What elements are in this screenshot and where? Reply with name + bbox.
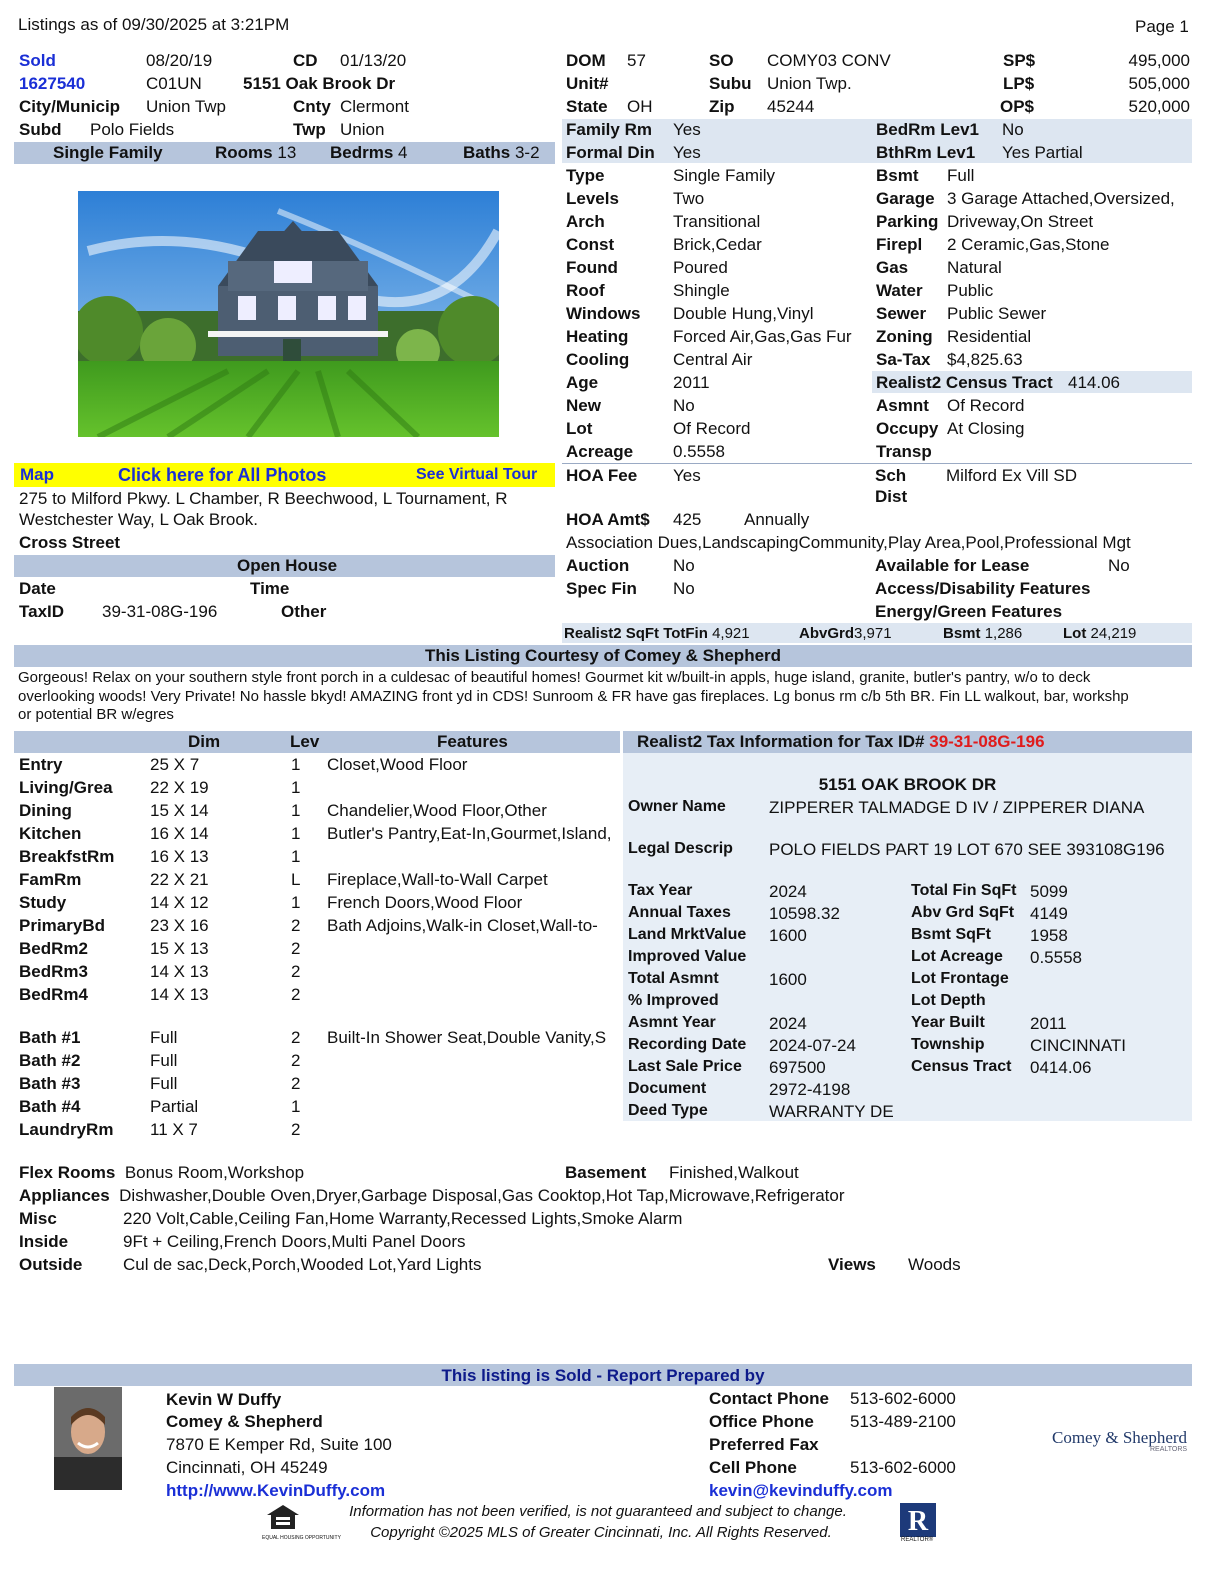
room-level: 2	[291, 962, 301, 981]
tax-label: Year Built	[911, 1014, 985, 1031]
bath-dim: Full	[150, 1074, 178, 1093]
room-dim: 25 X 7	[150, 755, 200, 774]
room-dim: 15 X 14	[150, 801, 209, 820]
detail-value: Transitional	[673, 212, 761, 231]
tax-value: 0.5558	[1030, 948, 1082, 967]
room-level: 1	[291, 801, 301, 820]
baths-value: 3-2	[514, 143, 540, 162]
bsmt-sqft-value: 1,286	[984, 625, 1023, 642]
rooms-dim-header: Dim	[188, 732, 221, 751]
contact-label: Contact Phone	[709, 1389, 829, 1408]
room-features: Chandelier,Wood Floor,Other	[327, 801, 547, 820]
cross-street-label: Cross Street	[19, 533, 121, 552]
detail-label: Sewer	[876, 304, 927, 323]
detail-label: Gas	[876, 258, 909, 277]
tax-value: 697500	[769, 1058, 826, 1077]
detail-value: No	[1002, 120, 1024, 139]
bath-level: 2	[291, 1051, 301, 1070]
realtor-icon	[900, 1503, 936, 1537]
detail-label: Water	[876, 281, 923, 300]
open-house-time-label: Time	[250, 579, 290, 598]
directions-line-1: 275 to Milford Pkwy. L Chamber, R Beechwood, L Tournament, R	[19, 489, 508, 508]
room-name: Entry	[19, 755, 63, 774]
detail-value: No	[673, 396, 695, 415]
detail-value: Public	[947, 281, 994, 300]
subu-value: Union Twp.	[767, 74, 852, 93]
detail-value: Brick,Cedar	[673, 235, 762, 254]
dom-value: 57	[627, 51, 646, 70]
room-dim: 23 X 16	[150, 916, 209, 935]
zip-value: 45244	[767, 97, 815, 116]
tax-label: Annual Taxes	[628, 904, 731, 921]
detail-label: Garage	[876, 189, 935, 208]
totfin-label: Realist2 SqFt TotFin	[564, 625, 708, 642]
city-label: City/Municip	[19, 97, 121, 116]
room-level: 1	[291, 778, 301, 797]
tax-value: 2011	[1030, 1014, 1067, 1033]
detail-label: Family Rm	[566, 120, 652, 139]
tax-value: CINCINNATI	[1030, 1036, 1127, 1055]
school-district: Milford Ex Vill SD	[946, 466, 1077, 485]
bedrms-label: Bedrms	[330, 143, 394, 162]
tax-label: Township	[911, 1036, 985, 1053]
tax-address: 5151 OAK BROOK DR	[818, 775, 997, 794]
misc-label: Misc	[19, 1209, 57, 1228]
listing-code: C01UN	[146, 74, 202, 93]
bath-level: 2	[291, 1028, 301, 1047]
room-dim: 14 X 13	[150, 962, 209, 981]
detail-value: Of Record	[947, 396, 1025, 415]
detail-value: Residential	[947, 327, 1032, 346]
views-value: Woods	[908, 1255, 961, 1274]
inside-label: Inside	[19, 1232, 69, 1251]
detail-value: At Closing	[947, 419, 1025, 438]
room-features: Butler's Pantry,Eat-In,Gourmet,Island,	[327, 824, 612, 843]
op-value: 520,000	[1128, 97, 1190, 116]
address: 5151 Oak Brook Dr	[243, 74, 396, 93]
owner-value: ZIPPERER TALMADGE D IV / ZIPPERER DIANA	[769, 798, 1145, 817]
detail-value: 3 Garage Attached,Oversized,	[947, 189, 1175, 208]
hoa-fee-value: Yes	[673, 466, 701, 485]
summary-type: Single Family	[53, 143, 163, 162]
detail-label: Heating	[566, 327, 629, 346]
room-name: BreakfstRm	[19, 847, 115, 866]
tax-label: Total Asmnt	[628, 970, 719, 987]
tax-label: Lot Depth	[911, 992, 986, 1009]
detail-value: Yes	[673, 143, 701, 162]
contact-value: 513-602-6000	[850, 1458, 956, 1477]
room-dim: 16 X 13	[150, 847, 209, 866]
room-features: Closet,Wood Floor	[327, 755, 468, 774]
detail-label: Sa-Tax	[876, 350, 931, 369]
lp-value: 505,000	[1128, 74, 1190, 93]
tax-value: 2024	[769, 882, 807, 901]
open-house-date-label: Date	[19, 579, 56, 598]
sp-value: 495,000	[1128, 51, 1190, 70]
bath-name: Bath #3	[19, 1074, 81, 1093]
page-number: Page 1	[1135, 17, 1189, 36]
county-value: Clermont	[340, 97, 409, 116]
hoa-amt-value: 425	[673, 510, 702, 529]
room-level: 1	[291, 893, 301, 912]
unit-label: Unit#	[566, 74, 609, 93]
tax-value: 0414.06	[1030, 1058, 1092, 1077]
owner-label: Owner Name	[628, 798, 726, 815]
hoa-divider	[562, 463, 1192, 464]
detail-label: Levels	[566, 189, 619, 208]
detail-value: Shingle	[673, 281, 730, 300]
detail-label: Found	[566, 258, 618, 277]
detail-value: Two	[673, 189, 705, 208]
tax-label: Abv Grd SqFt	[911, 904, 1015, 921]
tax-label: Total Fin SqFt	[911, 882, 1017, 899]
cd-label: CD	[293, 51, 318, 70]
disclaimer-1: Information has not been verified, is not guaranteed and subject to change.	[349, 1503, 847, 1520]
bath-dim: Full	[150, 1051, 178, 1070]
detail-label: BthRm Lev1	[876, 143, 976, 162]
open-house-title: Open House	[237, 556, 338, 575]
detail-value: Natural	[947, 258, 1002, 277]
zip-label: Zip	[709, 97, 735, 116]
sch-label: Sch	[875, 466, 907, 485]
agent-email[interactable]: kevin@kevinduffy.com	[709, 1481, 893, 1500]
tax-value: 1600	[769, 926, 807, 945]
rooms-features-header: Features	[437, 732, 508, 751]
subd-value: Polo Fields	[90, 120, 175, 139]
state-label: State	[566, 97, 608, 116]
tax-label: Tax Year	[628, 882, 693, 899]
bath-name: Bath #2	[19, 1051, 81, 1070]
bath-level: 1	[291, 1097, 301, 1116]
cd-value: 01/13/20	[340, 51, 407, 70]
room-name: Living/Grea	[19, 778, 113, 797]
flex-rooms-label: Flex Rooms	[19, 1163, 116, 1182]
room-level: 1	[291, 847, 301, 866]
bsmt-sqft-label: Bsmt	[943, 625, 981, 642]
room-name: BedRm3	[19, 962, 88, 981]
mls-number[interactable]: 1627540	[19, 74, 86, 93]
contact-label: Cell Phone	[709, 1458, 797, 1477]
company-logo: Comey & Shepherd	[1052, 1428, 1188, 1447]
detail-label: Type	[566, 166, 605, 185]
state-value: OH	[627, 97, 653, 116]
detail-label: Parking	[876, 212, 939, 231]
bath-name: LaundryRm	[19, 1120, 114, 1139]
detail-value: 2 Ceramic,Gas,Stone	[947, 235, 1110, 254]
contact-label: Office Phone	[709, 1412, 814, 1431]
room-level: 1	[291, 824, 301, 843]
tax-label: Improved Value	[628, 948, 747, 965]
detail-label: Arch	[566, 212, 605, 231]
detail-label: Roof	[566, 281, 605, 300]
room-dim: 15 X 13	[150, 939, 209, 958]
svg-text:R: R	[907, 1506, 929, 1537]
county-label: Cnty	[293, 97, 331, 116]
rooms-label: Rooms	[215, 143, 273, 162]
abvgrd-value: 3,971	[854, 625, 892, 642]
hoa-frequency: Annually	[744, 510, 810, 529]
room-features: Bath Adjoins,Walk-in Closet,Wall-to-	[327, 916, 598, 935]
sp-label: SP$	[1003, 51, 1036, 70]
energy-label: Energy/Green Features	[875, 602, 1063, 621]
inside-value: 9Ft + Ceiling,French Doors,Multi Panel Doors	[123, 1232, 466, 1251]
legal-label: Legal Descrip	[628, 840, 733, 857]
map-link[interactable]: Map	[20, 465, 54, 484]
tax-id: 39-31-08G-196	[929, 732, 1045, 751]
status-date: 08/20/19	[146, 51, 213, 70]
auction-value: No	[673, 556, 695, 575]
detail-value: Yes	[673, 120, 701, 139]
bath-name: Bath #1	[19, 1028, 81, 1047]
legal-value: POLO FIELDS PART 19 LOT 670 SEE 393108G196	[769, 840, 1165, 859]
tax-label: Last Sale Price	[628, 1058, 742, 1075]
directions-line-2: Westchester Way, L Oak Brook.	[19, 510, 259, 529]
equal-housing-text: EQUAL HOUSING OPPORTUNITY	[262, 1535, 341, 1541]
agent-company: Comey & Shepherd	[166, 1412, 323, 1431]
detail-label: BedRm Lev1	[876, 120, 979, 139]
basement-value: Finished,Walkout	[669, 1163, 799, 1182]
room-name: Study	[19, 893, 67, 912]
detail-value: Driveway,On Street	[947, 212, 1094, 231]
room-name: Dining	[19, 801, 72, 820]
report-banner: This listing is Sold - Report Prepared by	[441, 1366, 765, 1385]
tax-label: Recording Date	[628, 1036, 747, 1053]
room-name: PrimaryBd	[19, 916, 105, 935]
baths-label: Baths	[463, 143, 511, 162]
tax-value: 1958	[1030, 926, 1068, 945]
detail-value: Forced Air,Gas,Gas Fur	[673, 327, 852, 346]
detail-value: $4,825.63	[947, 350, 1023, 369]
remarks-line-3: or potential BR w/egres	[18, 706, 174, 723]
room-dim: 14 X 12	[150, 893, 209, 912]
spec-fin-label: Spec Fin	[566, 579, 637, 598]
detail-label: Transp	[876, 442, 932, 461]
detail-label: Cooling	[566, 350, 630, 369]
basement-label: Basement	[565, 1163, 647, 1182]
spec-fin-value: No	[673, 579, 695, 598]
dist-label: Dist	[875, 487, 908, 506]
agent-website[interactable]: http://www.KevinDuffy.com	[166, 1481, 386, 1500]
tax-value: 2972-4198	[769, 1080, 851, 1099]
views-label: Views	[828, 1255, 876, 1274]
room-dim: 22 X 21	[150, 870, 209, 889]
taxid-label: TaxID	[19, 602, 65, 621]
tax-label: Lot Acreage	[911, 948, 1003, 965]
remarks-line-2: overlooking woods! Very Private! No hassle bkyd! AMAZING front yd in CDS! Sunroom & FR have gas fireplaces. Lg bonus rm c/b 5th BR. Fin LL walkout, bar, workshp	[18, 688, 1129, 705]
subu-label: Subu	[709, 74, 752, 93]
bedrms-value: 4	[398, 143, 408, 162]
hoa-fee-label: HOA Fee	[566, 466, 638, 485]
lease-value: No	[1108, 556, 1130, 575]
tax-label: Land MrktValue	[628, 926, 747, 943]
lease-label: Available for Lease	[875, 556, 1030, 575]
tax-label: Deed Type	[628, 1102, 708, 1119]
room-name: BedRm4	[19, 985, 88, 1004]
bath-features: Built-In Shower Seat,Double Vanity,S	[327, 1028, 607, 1047]
op-label: OP$	[1000, 97, 1035, 116]
lot-sqft-label: Lot	[1063, 625, 1087, 642]
realtor-text: REALTOR®	[901, 1537, 934, 1543]
detail-value: Of Record	[673, 419, 751, 438]
company-logo-sub: REALTORS	[1150, 1446, 1188, 1453]
access-label: Access/Disability Features	[875, 579, 1091, 598]
contact-label: Preferred Fax	[709, 1435, 819, 1454]
agent-address-2: Cincinnati, OH 45249	[166, 1458, 328, 1477]
tax-label: Census Tract	[911, 1058, 1012, 1075]
so-label: SO	[709, 51, 734, 70]
tax-label: Document	[628, 1080, 707, 1097]
outside-value: Cul de sac,Deck,Porch,Wooded Lot,Yard Lights	[123, 1255, 482, 1274]
room-dim: 22 X 19	[150, 778, 209, 797]
all-photos-link[interactable]: Click here for All Photos	[118, 465, 327, 485]
room-features: Fireplace,Wall-to-Wall Carpet	[327, 870, 548, 889]
hoa-amt-label: HOA Amt$	[566, 510, 650, 529]
rooms-lev-header: Lev	[290, 732, 320, 751]
tax-value: 1600	[769, 970, 807, 989]
detail-value: 2011	[673, 373, 710, 392]
detail-label: Lot	[566, 419, 593, 438]
association-features: Association Dues,LandscapingCommunity,Play Area,Pool,Professional Mgt	[566, 533, 1131, 552]
subd-label: Subd	[19, 120, 62, 139]
room-level: 2	[291, 985, 301, 1004]
detail-label: Windows	[566, 304, 641, 323]
detail-value: Single Family	[673, 166, 776, 185]
tax-value: 2024	[769, 1014, 807, 1033]
agent-name: Kevin W Duffy	[166, 1390, 282, 1409]
tax-label: Bsmt SqFt	[911, 926, 991, 943]
house-photo[interactable]	[78, 191, 499, 437]
room-name: Kitchen	[19, 824, 82, 843]
contact-value: 513-489-2100	[850, 1412, 956, 1431]
listing-courtesy: This Listing Courtesy of Comey & Shepherd	[424, 646, 782, 665]
totfin-value: 4,921	[712, 625, 750, 642]
taxid-value: 39-31-08G-196	[102, 602, 218, 621]
tax-value: 10598.32	[769, 904, 840, 923]
tax-label: Asmnt Year	[628, 1014, 716, 1031]
tax-title: Realist2 Tax Information for Tax ID#	[637, 732, 925, 751]
detail-label: Age	[566, 373, 599, 392]
virtual-tour-link[interactable]: See Virtual Tour	[416, 466, 538, 483]
detail-label: Zoning	[876, 327, 933, 346]
room-level: 2	[291, 916, 301, 935]
bath-name: Bath #4	[19, 1097, 81, 1116]
detail-label: Acreage	[566, 442, 634, 461]
twp-label: Twp	[293, 120, 326, 139]
appliances-label: Appliances	[19, 1186, 110, 1205]
status: Sold	[19, 51, 56, 70]
detail-label: New	[566, 396, 601, 415]
detail-value: 414.06	[1068, 373, 1120, 392]
tax-value: WARRANTY DE	[769, 1102, 894, 1121]
rooms-value: 13	[277, 143, 297, 162]
detail-value: Yes Partial	[1002, 143, 1083, 162]
detail-label: Formal Din	[566, 143, 655, 162]
outside-label: Outside	[19, 1255, 83, 1274]
bath-dim: Full	[150, 1028, 178, 1047]
tax-value: 4149	[1030, 904, 1068, 923]
flex-rooms-value: Bonus Room,Workshop	[124, 1163, 305, 1182]
tax-value: 5099	[1030, 882, 1068, 901]
lot-sqft-value: 24,219	[1090, 625, 1137, 642]
tax-value: 2024-07-24	[769, 1036, 856, 1055]
misc-value: 220 Volt,Cable,Ceiling Fan,Home Warranty,Recessed Lights,Smoke Alarm	[123, 1209, 683, 1228]
so-value: COMY03 CONV	[767, 51, 891, 70]
agent-avatar	[54, 1387, 122, 1490]
detail-label: Bsmt	[876, 166, 919, 185]
room-dim: 14 X 13	[150, 985, 209, 1004]
remarks-line-1: Gorgeous! Relax on your southern style front porch in a culdesac of beautiful homes! Gourmet kit w/built-in appls, huge island, granite, butler's pantry, w/o to deck	[18, 669, 1091, 686]
room-name: FamRm	[19, 870, 82, 889]
detail-label: Firepl	[876, 235, 923, 254]
other-label: Other	[281, 602, 327, 621]
bath-level: 2	[291, 1074, 301, 1093]
detail-value: Double Hung,Vinyl	[673, 304, 814, 323]
bath-dim: Partial	[150, 1097, 199, 1116]
room-level: 1	[291, 755, 301, 774]
room-level: 2	[291, 939, 301, 958]
listings-timestamp: Listings as of 09/30/2025 at 3:21PM	[18, 15, 290, 34]
lp-label: LP$	[1003, 74, 1035, 93]
detail-label: Realist2 Census Tract	[876, 373, 1053, 392]
tax-label: Lot Frontage	[911, 970, 1009, 987]
agent-address-1: 7870 E Kemper Rd, Suite 100	[166, 1435, 392, 1454]
detail-label: Const	[566, 235, 615, 254]
detail-value: Full	[947, 166, 975, 185]
detail-value: Poured	[673, 258, 728, 277]
detail-label: Asmnt	[876, 396, 929, 415]
detail-label: Occupy	[876, 419, 939, 438]
city-value: Union Twp	[146, 97, 227, 116]
abvgrd-label: AbvGrd	[799, 625, 855, 642]
disclaimer-2: Copyright ©2025 MLS of Greater Cincinnati, Inc. All Rights Reserved.	[370, 1524, 832, 1541]
dom-label: DOM	[566, 51, 606, 70]
twp-value: Union	[340, 120, 385, 139]
bath-dim: 11 X 7	[150, 1120, 198, 1139]
detail-value: Central Air	[673, 350, 753, 369]
room-level: L	[291, 870, 301, 889]
detail-value: 0.5558	[673, 442, 725, 461]
tax-label: % Improved	[628, 992, 719, 1009]
room-features: French Doors,Wood Floor	[327, 893, 523, 912]
room-name: BedRm2	[19, 939, 88, 958]
detail-value: Public Sewer	[947, 304, 1047, 323]
appliances-value: Dishwasher,Double Oven,Dryer,Garbage Disposal,Gas Cooktop,Hot Tap,Microwave,Refrigerator	[119, 1186, 845, 1205]
auction-label: Auction	[566, 556, 630, 575]
bath-level: 2	[291, 1120, 301, 1139]
contact-value: 513-602-6000	[850, 1389, 956, 1408]
room-dim: 16 X 14	[150, 824, 209, 843]
